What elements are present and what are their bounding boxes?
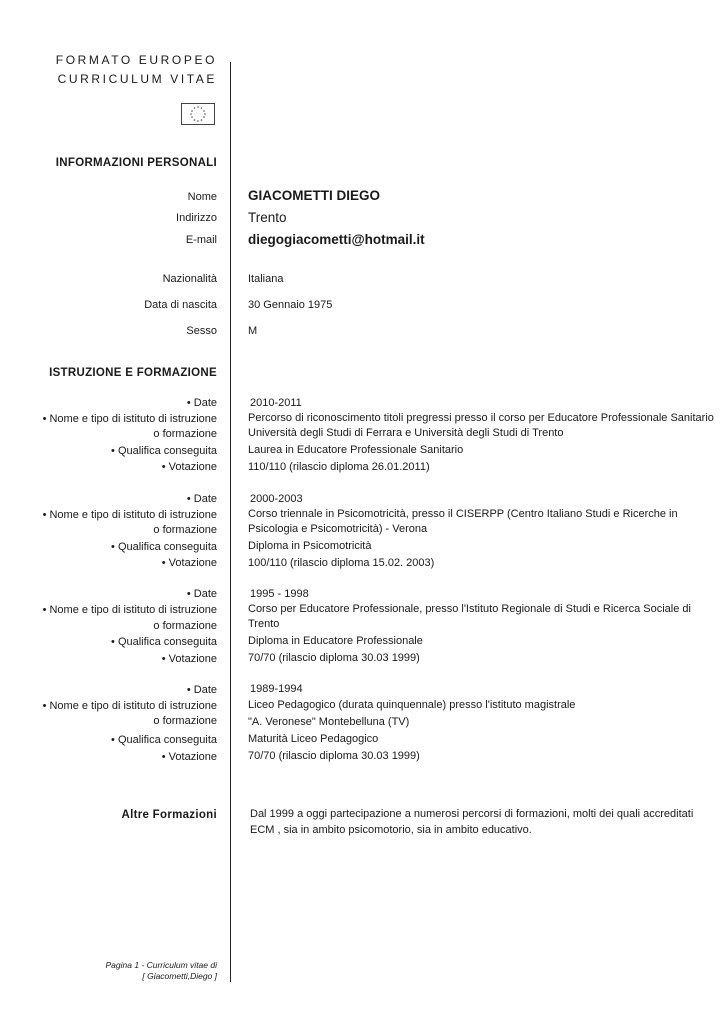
label-qualification: • Qualifica conseguita — [111, 445, 217, 457]
edu-date: 2000-2003 — [250, 493, 303, 505]
label-date: • Date — [186, 397, 217, 409]
footer-line-1: Pagina 1 - Curriculum vitae di — [105, 960, 217, 970]
label-institute: • Nome e tipo di istituto di istruzione — [42, 509, 217, 521]
label-institute: • Nome e tipo di istituto di istruzione — [42, 604, 217, 616]
label-qualification: • Qualifica conseguita — [111, 541, 217, 553]
label-date: • Date — [186, 588, 217, 600]
edu-institute-line: Corso triennale in Psicomotricità, presso il CISERPP (Centro Italiano Studi e Ricerche in — [248, 508, 678, 520]
edu-qualification: Maturità Liceo Pedagogico — [248, 733, 379, 745]
label-qualification: • Qualifica conseguita — [111, 734, 217, 746]
edu-date: 1995 - 1998 — [250, 588, 309, 600]
label-birth: Data di nascita — [144, 299, 217, 311]
label-name: Nome — [187, 191, 217, 203]
other-text-line: ECM , sia in ambito psicomotorio, sia in ambito educativo. — [250, 824, 532, 836]
edu-date: 1989-1994 — [250, 683, 303, 695]
edu-qualification: Diploma in Educatore Professionale — [248, 635, 423, 647]
edu-grade: 70/70 (rilascio diploma 30.03 1999) — [248, 750, 420, 762]
column-divider — [230, 62, 231, 982]
edu-grade: 100/110 (rilascio diploma 15.02. 2003) — [248, 557, 435, 569]
value-birth: 30 Gennaio 1975 — [248, 299, 333, 311]
label-grade: • Votazione — [161, 751, 217, 763]
edu-qualification: Diploma in Psicomotricità — [248, 540, 372, 552]
section-heading-education: ISTRUZIONE E FORMAZIONE — [49, 367, 217, 379]
section-heading-personal: INFORMAZIONI PERSONALI — [55, 157, 217, 169]
edu-institute-line: Trento — [248, 618, 280, 630]
label-institute-cont: o formazione — [153, 620, 217, 632]
label-grade: • Votazione — [161, 653, 217, 665]
edu-institute-line: Percorso di riconoscimento titoli pregressi presso il corso per Educatore Professionale Sanitario — [248, 412, 714, 424]
label-institute-cont: o formazione — [153, 715, 217, 727]
edu-grade: 70/70 (rilascio diploma 30.03 1999) — [248, 652, 420, 664]
label-qualification: • Qualifica conseguita — [111, 636, 217, 648]
label-email: E-mail — [185, 234, 217, 246]
label-address: Indirizzo — [176, 212, 217, 224]
title-line-2: CURRICULUM VITAE — [57, 72, 217, 86]
label-date: • Date — [186, 493, 217, 505]
eu-flag-icon — [181, 103, 215, 125]
label-institute-cont: o formazione — [153, 524, 217, 536]
value-sex: M — [248, 325, 258, 337]
label-date: • Date — [186, 684, 217, 696]
value-address: Trento — [248, 210, 287, 225]
edu-institute-line: Psicologia e Psicomotricità) - Verona — [248, 523, 428, 535]
label-grade: • Votazione — [161, 461, 217, 473]
other-text-line: Dal 1999 a oggi partecipazione a numerosi percorsi di formazioni, molti dei quali accreditati — [250, 808, 694, 820]
edu-qualification: Laurea in Educatore Professionale Sanitario — [248, 444, 464, 456]
label-institute: • Nome e tipo di istituto di istruzione — [42, 413, 217, 425]
edu-institute-line: Corso per Educatore Professionale, presso l'Istituto Regionale di Studi e Ricerca Sociale di — [248, 603, 691, 615]
title-line-1: FORMATO EUROPEO — [55, 53, 217, 67]
footer-page-info — [106, 960, 218, 982]
edu-institute-line: Liceo Pedagogico (durata quinquennale) presso l'istituto magistrale — [248, 699, 576, 711]
label-grade: • Votazione — [161, 557, 217, 569]
label-sex: Sesso — [186, 325, 217, 337]
value-name: GIACOMETTI DIEGO — [248, 188, 381, 203]
edu-date: 2010-2011 — [250, 397, 302, 409]
edu-grade: 110/110 (rilascio diploma 26.01.2011) — [248, 461, 430, 473]
label-institute-cont: o formazione — [153, 428, 217, 440]
edu-institute-line: Università degli Studi di Ferrara e Università degli Studi di Trento — [248, 427, 564, 439]
edu-institute-line: "A. Veronese" Montebelluna (TV) — [248, 716, 410, 728]
label-institute: • Nome e tipo di istituto di istruzione — [42, 700, 217, 712]
label-nationality: Nazionalità — [162, 273, 217, 285]
value-email: diegogiacometti@hotmail.it — [248, 232, 425, 247]
section-heading-other: Altre Formazioni — [121, 809, 217, 821]
footer-line-2: [ Giacometti,Diego ] — [142, 971, 217, 981]
value-nationality: Italiana — [248, 273, 284, 285]
